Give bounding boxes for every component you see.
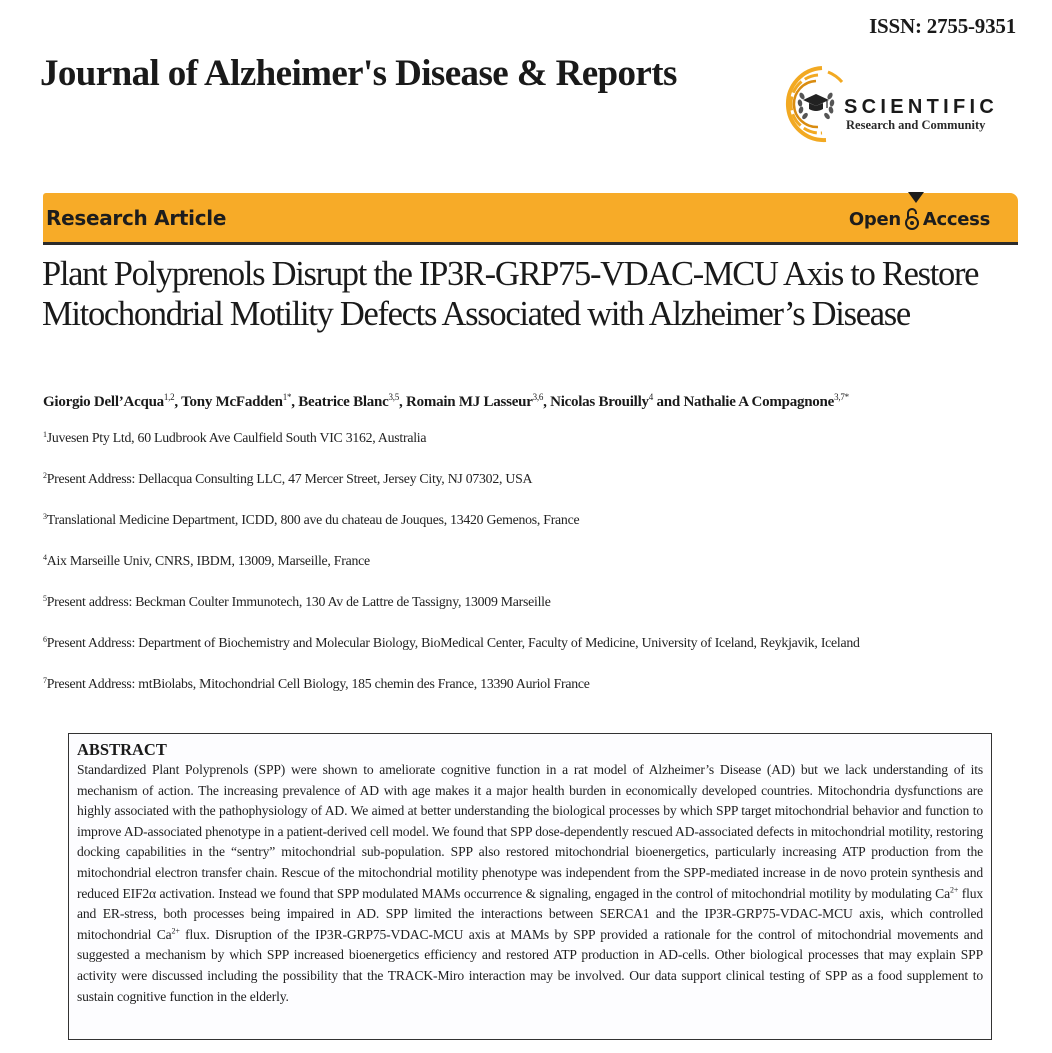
affiliation-text: Aix Marseille Univ, CNRS, IBDM, 13009, Marseille, France bbox=[46, 553, 370, 568]
affiliation-item bbox=[43, 471, 860, 512]
affiliation-number: 5 bbox=[43, 594, 47, 603]
author-name: Beatrice Blanc bbox=[298, 394, 389, 410]
author-name: Giorgio Dell’Acqua bbox=[43, 394, 164, 410]
abstract-body bbox=[77, 760, 983, 1007]
author-affiliation-marker: 1* bbox=[282, 392, 292, 402]
affiliation-item bbox=[43, 635, 860, 676]
superscript: 2+ bbox=[171, 926, 180, 936]
author-separator: and bbox=[653, 394, 684, 410]
affiliation-number: 1 bbox=[43, 430, 47, 439]
affiliation-item bbox=[43, 553, 860, 594]
affiliation-text: Translational Medicine Department, ICDD, 800 ave du chateau de Jouques, 13420 Gemenos, France bbox=[46, 512, 580, 527]
affiliation-item bbox=[43, 430, 860, 471]
author-name: Tony McFadden bbox=[181, 394, 283, 410]
author-name: Nicolas Brouilly bbox=[550, 394, 649, 410]
affiliation-text: Present Address: Department of Biochemistry and Molecular Biology, BioMedical Center, Faculty of Medicine, University of Iceland, Reykjavik, Iceland bbox=[46, 635, 860, 650]
article-type-label: Research Article bbox=[46, 206, 227, 230]
author-separator: , bbox=[174, 394, 182, 410]
issn-label: ISSN: 2755-9351 bbox=[869, 14, 1016, 38]
open-lock-icon bbox=[904, 207, 920, 231]
open-access-label-open: Open bbox=[848, 208, 901, 230]
author-affiliation-marker: 1,2 bbox=[163, 392, 175, 402]
affiliation-text: Juvesen Pty Ltd, 60 Ludbrook Ave Caulfield South VIC 3162, Australia bbox=[46, 430, 427, 445]
affiliation-list bbox=[43, 430, 860, 717]
publisher-logo bbox=[782, 64, 1022, 144]
superscript: 2+ bbox=[949, 885, 959, 895]
author-name: Nathalie A Compagnone bbox=[683, 394, 835, 410]
article-type-banner bbox=[43, 193, 1018, 245]
author-affiliation-marker: 3,7* bbox=[834, 392, 849, 402]
abstract-text-segment: Standardized Plant Polyprenols (SPP) were shown to ameliorate cognitive function in a rat model of Alzheimer’s Disease (AD) but we lack understanding of its mechanism of action. The increasing prevalence of AD with age makes it a major health burden in economically developed countries. Mitochondria dysfunctions are highly associated with the pathophysiology of AD. We aimed at better understanding the biological processes by which SPP target mitochondrial behavior and function to improve AD-associated phenotype in a patient-derived cell model. We found that SPP dose-dependently rescued AD-associated defects in mitochondrial motility, restoring docking capabilities in the “sentry” mitochondrial sub-population. SPP also restored mitochondrial bioenergetics, particularly increasing ATP production from the mitochondrial electron transfer chain. Rescue of the mitochondrial motility phenotype was independent from the SPP-mediated increase in de novo protein synthesis and reduced EIF2α activation. Instead we found that SPP modulated MAMs occurrence & signaling, engaged in the control of mitochondrial motility by modulating Ca bbox=[77, 762, 983, 901]
author-affiliation-marker: 3,6 bbox=[532, 392, 544, 402]
logo-wordmark: SCIENTIFIC bbox=[844, 96, 999, 118]
author-separator: , bbox=[291, 394, 299, 410]
author-affiliation-marker: 3,5 bbox=[388, 392, 400, 402]
affiliation-number: 6 bbox=[43, 635, 47, 644]
affiliation-item bbox=[43, 676, 860, 717]
banner-marker-triangle-icon bbox=[908, 192, 924, 203]
laurel-graduation-cap-emblem-icon bbox=[782, 64, 852, 144]
affiliation-text: Present Address: Dellacqua Consulting LLC, 47 Mercer Street, Jersey City, NJ 07302, USA bbox=[46, 471, 533, 486]
author-affiliation-marker: 4 bbox=[648, 392, 654, 402]
author-name: Romain MJ Lasseur bbox=[406, 394, 533, 410]
author-separator: , bbox=[543, 394, 551, 410]
open-access-label-access: Access bbox=[922, 208, 990, 230]
abstract-box bbox=[68, 733, 992, 1040]
logo-subtitle: Research and Community bbox=[846, 118, 986, 132]
abstract-text-segment: flux. Disruption of the IP3R-GRP75-VDAC-MCU axis at MAMs by SPP provided a rationale for the control of mitochondrial movements and suggested a mechanism by which SPP increased bioenergetics efficiency and restored ATP production in AD-cells. Other biological processes that may explain SPP activity were discussed including the possibility that the TRACK-Miro interaction may be involved. Our data support clinical testing of SPP as a food supplement to sustain cognitive function in the elderly. bbox=[77, 926, 983, 1004]
author-separator: , bbox=[399, 394, 407, 410]
affiliation-number: 2 bbox=[43, 471, 47, 480]
article-title: Plant Polyprenols Disrupt the IP3R-GRP75-VDAC-MCU Axis to Restore Mitochondrial Motility Defects Associated with Alzheimer’s Disease bbox=[42, 255, 979, 333]
affiliation-text: Present address: Beckman Coulter Immunotech, 130 Av de Lattre de Tassigny, 13009 Marseille bbox=[46, 594, 551, 609]
author-list bbox=[43, 392, 849, 411]
abstract-heading: ABSTRACT bbox=[77, 740, 167, 759]
affiliation-number: 3 bbox=[43, 512, 47, 521]
affiliation-number: 4 bbox=[43, 553, 47, 562]
affiliation-number: 7 bbox=[43, 676, 47, 685]
journal-title: Journal of Alzheimer's Disease & Reports bbox=[40, 53, 677, 94]
affiliation-item bbox=[43, 512, 860, 553]
affiliation-item bbox=[43, 594, 860, 635]
abstract-text-segment: flux and ER-stress, both processes being impaired in AD. SPP limited the interactions between SERCA1 and the IP3R-GRP75-VDAC-MCU axis, which controlled mitochondrial Ca bbox=[77, 885, 984, 942]
affiliation-text: Present Address: mtBiolabs, Mitochondrial Cell Biology, 185 chemin des France, 13390 Auriol France bbox=[46, 676, 590, 691]
open-access-badge bbox=[849, 207, 990, 231]
